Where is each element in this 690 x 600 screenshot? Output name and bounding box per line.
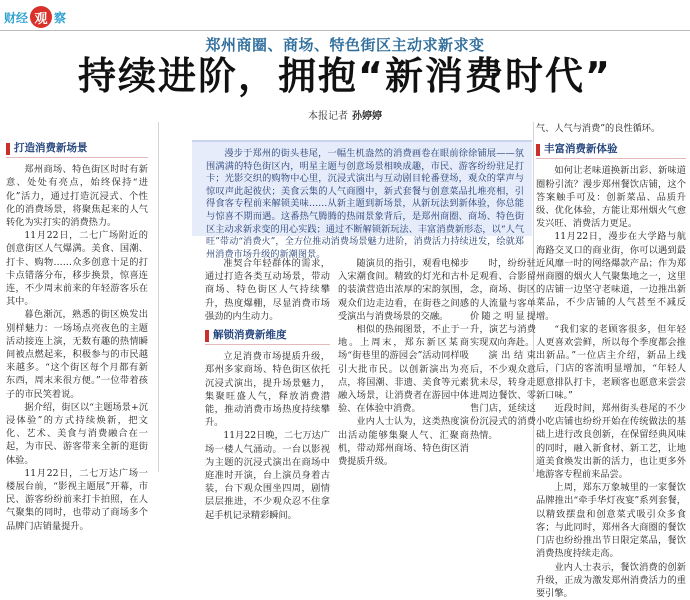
paragraph: 暮色渐沉，熟悉的街区焕发出别样魅力：一场场点亮夜色的主题活动接连上演，无数有趣的热情瞬间被点燃起来，积极参与的市民越来越多。“这个街区每个月都有新东西，周末来很方便。”一位带着孩子的市民笑着说。 — [6, 308, 148, 400]
section-tag — [4, 6, 66, 28]
section-heading: 丰富消费新体验 — [536, 143, 686, 159]
paragraph: 11月22日，二七广场附近的创意街区人气爆满。美食、国潮、打卡、购物……众多创意十足的打卡点错落分布，移步换景，惊喜连连，不少周末前来的年轻游客乐在其中。 — [6, 229, 148, 308]
continued-text: 气、人气与消费”的良性循环。 — [536, 122, 686, 135]
column-divider — [158, 122, 159, 472]
paragraph: 准契合年轻群体的需求，通过打造各类互动场景，带动商场、特色街区人气持续攀升，热度爆棚，尽显消费市场强劲的内生动力。 — [205, 257, 330, 323]
section-label-finance: 财经 — [4, 9, 28, 26]
column-x — [470, 257, 536, 472]
heading-marker — [6, 143, 10, 155]
lead-paragraph: 漫步于郑州的街头巷尾，一幅生机盎然的消费画卷在眼前徐徐铺展——氛围满满的特色街区内，明星主题与创意场景相映成趣，市民、游客纷纷驻足打卡；光影交织的购物中心里，沉浸式演出与互动剧目轮番登场，观众的掌声与惊叹声此起彼伏；美食云集的人气商圈中，新式套餐与创意菜品扎堆亮相，引得食客专程前来解锁美味……从新主题到新场景，从新玩法到新体验，你总能与惊喜不期而遇。这番热气腾腾的热闹景象背后，是郑州商圈、商场、特色街区主动求新求变的用心实践；通过不断解锁新玩法、丰富消费新形态，以“人气旺”带动“消费火”，全方位推动消费场景魅力进阶，消费活力持续迸发，绘就郑州消费市场升级的新潮图景。 — [206, 148, 524, 261]
paragraph: 时，纷纷驻足观看、合影留念，商场、街区的人流量与客单价随之明显提升，演艺与消费实现双向奔赴。 — [470, 257, 536, 349]
section-heading: 打造消费新场景 — [6, 142, 148, 158]
paragraph: 如何让老味道换新出彩、新味道圈粉引流？漫步郑州餐饮店铺，这个答案触手可及：创新菜品、品质升级、优化体验，方能让郑州烟火气愈发兴旺、消费活力更足。 — [536, 164, 686, 230]
column-b — [205, 257, 330, 472]
byline-prefix: 本报记者 — [308, 111, 348, 122]
heading-marker — [536, 144, 540, 156]
paragraph: “我们家的老顾客很多，但年轻人更喜欢尝鲜，所以每个季度都会推出新品。”一位店主介绍，新品上线后，门店的客流明显增加，“年轻人愿意排队打卡，老顾客也愿意来尝尝新口味。” — [536, 323, 686, 402]
article-subtitle: 郑州商圈、商场、特色街区主动求新求变 — [0, 34, 690, 55]
paragraph: 郑州商场、特色街区时时有新意、处处有亮点，始终保持“进化”活力，通过打造沉浸式、个性化的消费场景，将聚焦起来的人气转化为实打实的消费热力。 — [6, 163, 148, 229]
byline — [0, 107, 690, 122]
paragraph: 据介绍，街区以“主题场景+沉浸体验”的方式持续焕新，把文化、艺术、美食与消费融合在一起，为市民、游客带来全新的逛街体验。 — [6, 401, 148, 467]
paragraph: 11月22日晚，二七万达广场一楼人气涌动。一台以影视为主题的沉浸式演出在商场中庭准时开演，台上演员身着古装，台下观众围坐四周，剧情层层推进，不少观众忍不住拿起手机记录精彩瞬间。 — [205, 429, 330, 521]
column-a — [6, 140, 148, 472]
heading-marker — [205, 330, 209, 342]
lead-box — [192, 140, 532, 236]
paragraph: 随演员的指引，观看电梯步入宋潮食间。精致的灯光和古朴的装潢营造出浓厚的宋韵氛围，观众们边走边看，在街巷之间感受演出与消费场景的交融。 — [338, 257, 469, 323]
column-d — [536, 122, 686, 472]
article-headline: 持续进阶，拥抱“新消费时代” — [0, 52, 690, 100]
paragraph: 演出结束后，不少观众意犹未尽，转身走进周边餐饮、零售门店，延续这份沉浸式的消费热情。 — [470, 349, 536, 441]
paragraph: 11月22日，漫步在大学路与航海路交叉口的商业街，你可以遇到最近风靡一时的网络爆款产品；作为郑州商圈的烟火人气聚集地之一，这里的店铺一边坚守老味道，一边推出新菜品，不少店铺的人气甚至不减反增。 — [536, 230, 686, 322]
byline-author: 孙婷婷 — [352, 111, 382, 122]
paragraph: 相似的热闹图景，不止于一地。上周末，郑东新区某商场“街巷里的游园会”活动同样吸引大批市民。以创新演出为亮点，将国潮、非遗、美食等元素融入场景，让消费者在游园中体验、在体验中消费。 — [338, 323, 469, 415]
paragraph: 近段时间，郑州街头巷尾的不少小吃店铺也纷纷开始在传统做法的基础上进行改良创新，在保留经典风味的同时，融入新食材、新工艺，让地道美食焕发出新的活力，也让更多外地游客专程前来品尝。 — [536, 402, 686, 481]
paragraph: 业内人士表示，餐饮消费的创新升级，正成为激发郑州消费活力的重要引擎。 — [536, 561, 686, 600]
paragraph: 上周，郑东万象城里的一家餐饮品牌推出“牵手华灯夜宴”系列套餐，以精致摆盘和创意菜式吸引众多食客；与此同时，郑州各大商圈的餐饮门店也纷纷推出节日限定菜品，餐饮消费热度持续走高。 — [536, 481, 686, 560]
section-heading: 解锁消费新维度 — [205, 329, 330, 345]
column-c — [338, 257, 469, 472]
section-badge: 观 — [30, 6, 52, 28]
paragraph: 立足消费市场提质升级，郑州多家商场、特色街区依托沉浸式演出，提升场景魅力，集聚旺盛人气，释放消费潜能，推动消费市场热度持续攀升。 — [205, 350, 330, 429]
paragraph: 业内人士认为，这类热度演出活动能够集聚人气、汇聚商机，带动郑州商场、特色街区消费提质升级。 — [338, 415, 469, 468]
paragraph: 11月22日，二七万达广场一楼展台前，“影视主题展”开幕，市民、游客纷纷前来打卡拍照，在人气聚集的同时，也带动了商场多个品牌门店销量提升。 — [6, 467, 148, 533]
section-label-view: 察 — [54, 9, 66, 26]
top-divider — [0, 30, 690, 31]
